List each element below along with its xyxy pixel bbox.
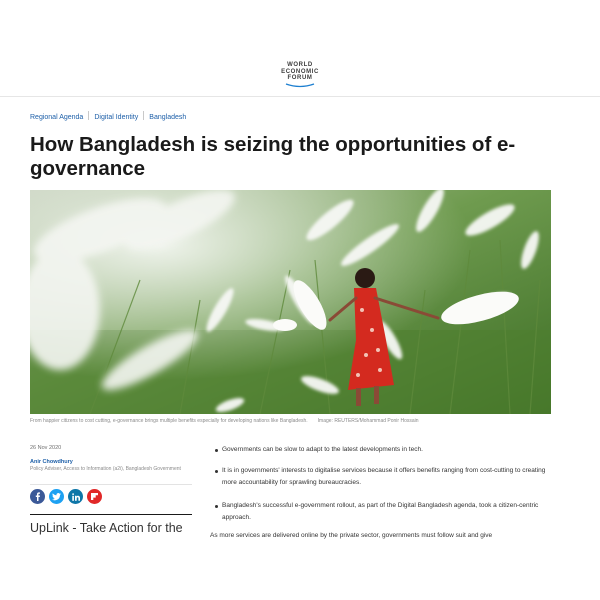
image-caption [30, 418, 570, 424]
author-role: Policy Adviser, Access to Information (a2i), Bangladesh Government [30, 466, 181, 472]
breadcrumb [30, 111, 186, 121]
caption-text: From happier citizens to cost cutting, e-governance brings multiple benefits especially for developing nations like Bangladesh. [30, 418, 308, 424]
article-paragraph: As more services are delivered online by the private sector, governments must follow suit and give [210, 532, 493, 539]
breadcrumb-regional-agenda[interactable]: Regional Agenda [30, 114, 84, 121]
site-header [0, 0, 600, 97]
hero-image [30, 190, 551, 414]
logo-swoosh-icon [285, 83, 315, 88]
image-credit: Image: REUTERS/Mohammad Ponir Hossain [317, 418, 419, 424]
key-points-list [210, 444, 560, 524]
wef-logo[interactable] [258, 62, 342, 88]
key-point: It is in governments' interests to digitalise services because it offers benefits ranging from cost-cutting to creating more accountability for sprawling bureaucracies. [210, 465, 560, 489]
share-buttons [30, 489, 102, 504]
facebook-icon[interactable] [30, 489, 45, 504]
key-point: Bangladesh's successful e-government rollout, as part of the Digital Bangladesh agenda, took a citizen-centric approach. [210, 500, 560, 524]
breadcrumb-digital-identity[interactable]: Digital Identity [94, 114, 139, 121]
uplink-divider [30, 514, 192, 515]
article-title: How Bangladesh is seizing the opportunities of e-governance [30, 133, 516, 180]
key-point: Governments can be slow to adapt to the latest developments in tech. [210, 444, 560, 456]
logo-line-1: WORLD [287, 62, 313, 68]
flipboard-icon[interactable] [87, 489, 102, 504]
linkedin-icon[interactable] [68, 489, 83, 504]
breadcrumb-bangladesh[interactable]: Bangladesh [149, 114, 187, 121]
twitter-icon[interactable] [49, 489, 64, 504]
uplink-promo-link[interactable]: UpLink - Take Action for the [30, 521, 183, 535]
breadcrumb-divider [88, 111, 89, 120]
author-name[interactable]: Anir Chowdhury [30, 459, 73, 465]
logo-line-3: FORUM [287, 75, 313, 81]
breadcrumb-divider [143, 111, 144, 120]
author-divider [30, 484, 192, 485]
publish-date: 26 Nov 2020 [30, 445, 62, 451]
logo-line-2: ECONOMIC [281, 68, 319, 75]
